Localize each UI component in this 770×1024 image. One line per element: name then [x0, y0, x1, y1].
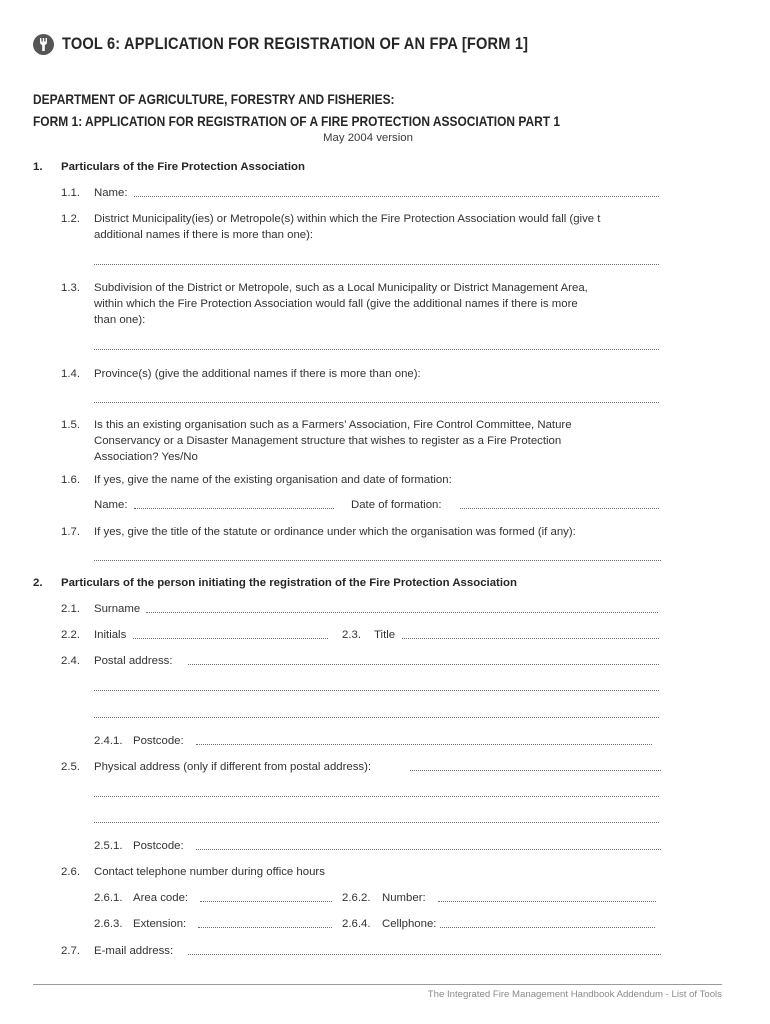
q1-2-text-line2: additional names if there is more than one):	[94, 229, 314, 241]
tool-header	[33, 32, 604, 56]
q2-5-1-label: Postcode:	[133, 840, 184, 852]
physical-address-line1-field[interactable]	[410, 770, 661, 771]
q1-5-text-line2: Conservancy or a Disaster Management structure that wishes to register as a Fire Protection	[94, 435, 562, 447]
q2-4-number: 2.4.	[61, 655, 80, 667]
q2-6-4-label: Cellphone:	[382, 918, 437, 930]
department-heading: DEPARTMENT OF AGRICULTURE, FORESTRY AND FISHERIES:	[33, 92, 395, 107]
q2-7-label: E-mail address:	[94, 945, 174, 957]
title-field[interactable]	[402, 638, 659, 639]
province-field[interactable]	[94, 402, 659, 403]
physical-address-line2-field[interactable]	[94, 796, 659, 797]
q1-5-text-line1: Is this an existing organisation such as a Farmers’ Association, Fire Control Committee, Nature	[94, 419, 572, 431]
q2-6-1-label: Area code:	[133, 892, 189, 904]
q2-6-3-number: 2.6.3.	[94, 918, 123, 930]
q2-6-number: 2.6.	[61, 866, 80, 878]
q2-6-2-label: Number:	[382, 892, 426, 904]
section-2-number: 2.	[33, 577, 43, 589]
q1-6-date-label: Date of formation:	[351, 499, 442, 511]
q1-7-number: 1.7.	[61, 526, 80, 538]
q2-5-label: Physical address (only if different from postal address):	[94, 761, 372, 773]
q1-6-number: 1.6.	[61, 474, 80, 486]
form-version: May 2004 version	[323, 132, 413, 144]
q1-1-label: Name:	[94, 187, 128, 199]
q1-2-text-line1: District Municipality(ies) or Metropole(s) within which the Fire Protection Association would fall (give t	[94, 213, 601, 225]
tool-title: TOOL 6: APPLICATION FOR REGISTRATION OF AN FPA [FORM 1]	[62, 34, 529, 53]
q2-4-1-number: 2.4.1.	[94, 735, 123, 747]
area-code-field[interactable]	[200, 901, 332, 902]
q2-6-3-label: Extension:	[133, 918, 187, 930]
section-2-title: Particulars of the person initiating the registration of the Fire Protection Association	[61, 577, 517, 589]
q1-2-number: 1.2.	[61, 213, 80, 225]
email-address-field[interactable]	[188, 954, 661, 955]
q1-3-text-line1: Subdivision of the District or Metropole, such as a Local Municipality or District Management Area,	[94, 282, 588, 294]
postal-address-line3-field[interactable]	[94, 717, 659, 718]
footer-divider	[33, 984, 722, 985]
q1-3-text-line3: than one):	[94, 314, 146, 326]
q2-1-number: 2.1.	[61, 603, 80, 615]
q2-3-label: Title	[374, 629, 396, 641]
q1-5-number: 1.5.	[61, 419, 80, 431]
q2-3-number: 2.3.	[342, 629, 361, 641]
cellphone-field[interactable]	[440, 927, 655, 928]
q1-5-text-line3[interactable]: Association? Yes/No	[94, 451, 198, 463]
q1-4-number: 1.4.	[61, 368, 80, 380]
telephone-number-field[interactable]	[438, 901, 656, 902]
statute-title-field[interactable]	[94, 560, 661, 561]
q2-7-number: 2.7.	[61, 945, 80, 957]
existing-organisation-name-field[interactable]	[134, 508, 334, 509]
q2-6-2-number: 2.6.2.	[342, 892, 371, 904]
initials-field[interactable]	[133, 638, 328, 639]
q2-2-label: Initials	[94, 629, 127, 641]
subdivision-field[interactable]	[94, 349, 659, 350]
q1-3-number: 1.3.	[61, 282, 80, 294]
name-field[interactable]	[134, 196, 659, 197]
q2-6-1-number: 2.6.1.	[94, 892, 123, 904]
physical-postcode-field[interactable]	[196, 849, 661, 850]
q1-6-label: If yes, give the name of the existing organisation and date of formation:	[94, 474, 452, 486]
q2-4-1-label: Postcode:	[133, 735, 184, 747]
q2-6-label: Contact telephone number during office hours	[94, 866, 325, 878]
extension-field[interactable]	[198, 927, 332, 928]
district-municipality-field[interactable]	[94, 264, 659, 265]
q2-5-number: 2.5.	[61, 761, 80, 773]
q2-1-label: Surname	[94, 603, 141, 615]
q2-4-label: Postal address:	[94, 655, 173, 667]
section-1-number: 1.	[33, 161, 43, 173]
tool-icon	[33, 34, 54, 55]
postal-address-line1-field[interactable]	[188, 664, 659, 665]
q1-3-text-line2: within which the Fire Protection Association would fall (give the additional names if there is more	[94, 298, 578, 310]
q2-2-number: 2.2.	[61, 629, 80, 641]
postal-address-line2-field[interactable]	[94, 690, 659, 691]
q1-6-name-label: Name:	[94, 499, 128, 511]
postal-postcode-field[interactable]	[196, 744, 652, 745]
footer-text: The Integrated Fire Management Handbook Addendum - List of Tools	[427, 989, 722, 1000]
q1-1-number: 1.1.	[61, 187, 80, 199]
form-title: FORM 1: APPLICATION FOR REGISTRATION OF A FIRE PROTECTION ASSOCIATION PART 1	[33, 114, 561, 129]
surname-field[interactable]	[146, 612, 658, 613]
q1-7-label: If yes, give the title of the statute or ordinance under which the organisation was formed (if any):	[94, 526, 576, 538]
section-1-title: Particulars of the Fire Protection Association	[61, 161, 305, 173]
q2-6-4-number: 2.6.4.	[342, 918, 371, 930]
q2-5-1-number: 2.5.1.	[94, 840, 123, 852]
q1-4-label: Province(s) (give the additional names if there is more than one):	[94, 368, 421, 380]
physical-address-line3-field[interactable]	[94, 822, 659, 823]
date-of-formation-field[interactable]	[460, 508, 659, 509]
